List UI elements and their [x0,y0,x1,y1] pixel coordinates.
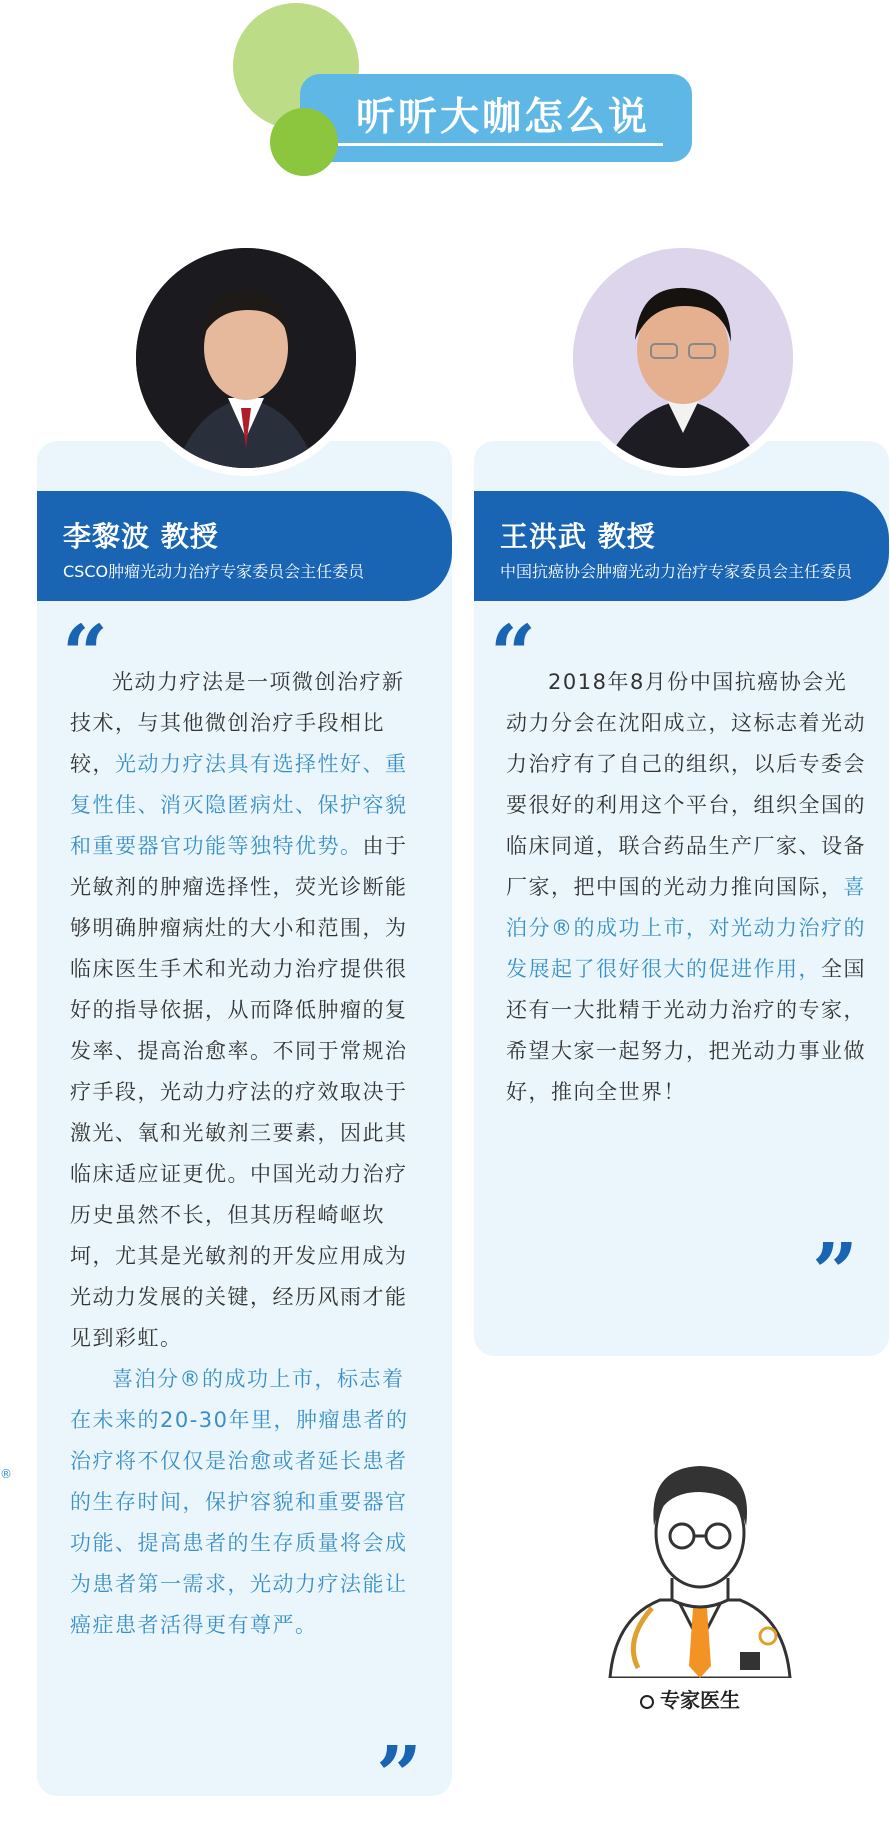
portrait-wang-icon [573,248,793,468]
expert-name: 李黎波 教授 [63,520,219,553]
close-quote-icon: ” [376,1728,423,1822]
title-underline [338,143,663,146]
open-quote-icon: “ [62,607,109,701]
avatar-li [128,240,364,476]
quote-text: 由于光敏剂的肿瘤选择性，荧光诊断能够明确肿瘤病灶的大小和范围，为临床医生手术和光动力治疗提供很好的指导依据，从而降低肿瘤的复发率、提高治愈率。不同于常规治疗手段，光动力疗法的疗效取决于激光、氧和光敏剂三要素，因此其临床适应证更优。中国光动力治疗历史虽然不长，但其历程崎岖坎坷，尤其是光敏剂的开发应用成为光动力发展的关键，经历风雨才能见到彩虹。 [70,834,408,1350]
decor-bubble-small [270,108,338,176]
portrait-li-icon [136,248,356,468]
close-quote-icon: ” [812,1225,859,1319]
doctor-caption [640,1684,740,1713]
registered-mark: ® [0,1467,12,1481]
quote-paragraph [506,662,866,1113]
name-banner-wang [474,491,889,601]
quote-text: 全国还有一大批精于光动力治疗的专家，希望大家一起努力，把光动力事业做好，推向全世界！ [506,957,866,1104]
quote-paragraph [70,662,422,1359]
avatar-wang [565,240,801,476]
expert-name: 王洪武 教授 [500,520,656,553]
doctor-icon [590,1428,810,1678]
quote-text: 光动力疗法是一项微创治疗新技术，与其他微创治疗手段相比较， [70,670,405,776]
highlight-text: 喜泊分®的成功上市，对光动力治疗的发展起了很好很大的促进作用， [506,875,866,981]
quote-body-li [70,662,422,1646]
quote-body-wang [506,662,866,1113]
name-banner-li [37,491,452,601]
open-quote-icon: “ [490,607,537,701]
highlight-text: 光动力疗法具有选择性好、重复性佳、消灭隐匿病灶、保护容貌和重要器官功能等独特优势。 [70,752,408,858]
doctor-caption-text: 专家医生 [660,1688,740,1712]
expert-role: CSCO肿瘤光动力治疗专家委员会主任委员 [63,562,365,581]
quote-text: 2018年8月份中国抗癌协会光动力分会在沈阳成立，这标志着光动力治疗有了自己的组织，以后专委会要很好的利用这个平台，组织全国的临床同道，联合药品生产厂家、设备厂家，把中国的光动力推向国际， [506,670,866,899]
quote-paragraph [70,1359,422,1646]
page-title: 听听大咖怎么说 [355,95,650,140]
highlight-text: 喜泊分®的成功上市，标志着在未来的20-30年里，肿瘤患者的治疗将不仅仅是治愈或者延长患者的生存时间，保护容貌和重要器官功能、提高患者的生存质量将会成为患者第一需求，光动力疗法能让癌症患者活得更有尊严。 [70,1367,409,1637]
expert-role: 中国抗癌协会肿瘤光动力治疗专家委员会主任委员 [500,562,853,581]
bullet-circle-icon [640,1695,654,1709]
